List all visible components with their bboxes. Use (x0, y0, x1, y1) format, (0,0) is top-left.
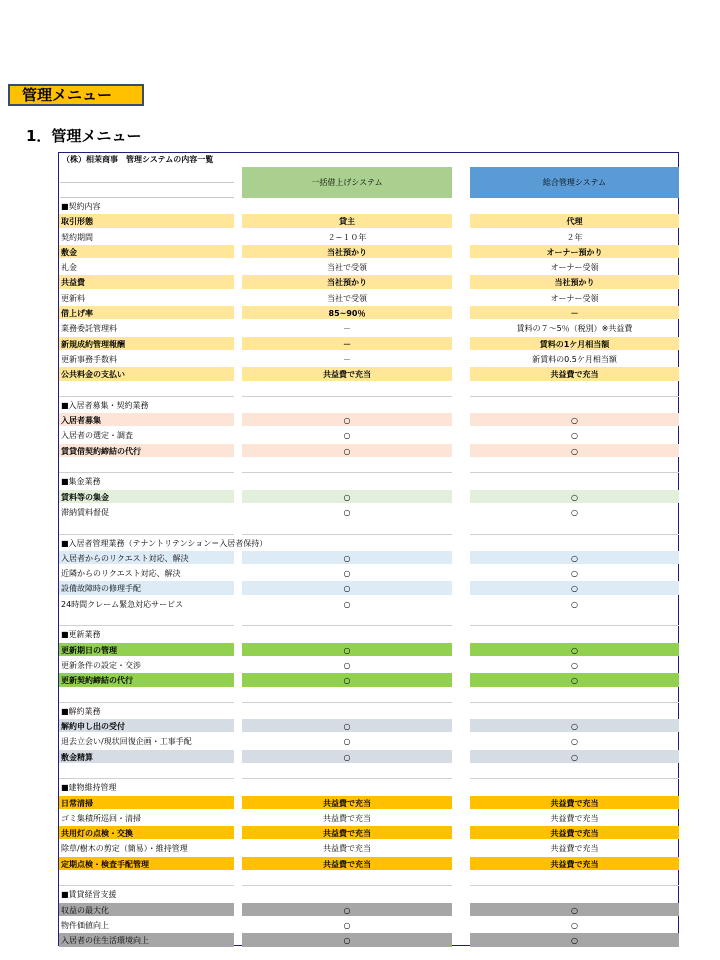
row-label: 業務委託管理料 (61, 324, 117, 334)
section-header: ■更新業務 (61, 630, 101, 640)
master-lease-value: ○ (242, 581, 452, 594)
master-lease-value: 共益費で充当 (323, 813, 371, 823)
row-label: 共益費 (59, 275, 234, 288)
table-row (59, 336, 678, 351)
spacer-row (59, 519, 678, 534)
total-management-value: ○ (470, 490, 679, 503)
master-lease-value: 共益費で充当 (242, 367, 452, 380)
row-label: 入居者の選定・調査 (61, 431, 133, 441)
total-management-value: 共益費で充当 (470, 367, 679, 380)
section-header-row (59, 703, 678, 718)
row-label: 敷金 (59, 245, 234, 258)
master-lease-value: ○ (343, 431, 351, 441)
table-row (59, 672, 678, 687)
row-label: 解約申し出の受付 (59, 719, 234, 732)
total-management-value: 当社預かり (470, 275, 679, 288)
header-divider (60, 182, 234, 183)
total-management-value: ○ (470, 903, 679, 916)
table-row (59, 718, 678, 733)
row-label: 更新期日の管理 (59, 643, 234, 656)
table-row (59, 795, 678, 810)
master-lease-value: ○ (242, 413, 452, 426)
table-row (59, 580, 678, 595)
table-row (59, 565, 678, 580)
master-lease-value: 当社預かり (242, 245, 452, 258)
table-row (59, 504, 678, 519)
master-lease-value: ○ (242, 903, 452, 916)
spacer-row (59, 764, 678, 779)
total-management-value: ○ (470, 719, 679, 732)
table-title: （株）相茉商事 管理システムの内容一覧 (62, 155, 214, 164)
table-row (59, 642, 678, 657)
section-header: ■入居者募集・契約業務 (61, 400, 149, 410)
master-lease-value: ○ (242, 750, 452, 763)
table-row (59, 657, 678, 672)
table-row (59, 840, 678, 855)
row-label: 更新条件の設定・交渉 (61, 660, 141, 670)
master-lease-value: 当社預かり (242, 275, 452, 288)
table-row (59, 290, 678, 305)
row-label: 更新料 (61, 293, 85, 303)
column-header-total-management: 総合管理システム (470, 167, 679, 198)
section-header-row (59, 397, 678, 412)
master-lease-value: ○ (242, 444, 452, 457)
row-label: 定期点検・検査手配管理 (59, 857, 234, 870)
row-label: 物件価値向上 (61, 920, 109, 930)
section-header-row (59, 473, 678, 488)
master-lease-value: ○ (242, 933, 452, 946)
table-row (59, 596, 678, 611)
row-label: 敷金精算 (59, 750, 234, 763)
section-header-row (59, 198, 678, 213)
row-label: 礼金 (61, 263, 77, 273)
table-row (59, 825, 678, 840)
management-system-table (58, 152, 679, 946)
section-header: ■解約業務 (61, 706, 101, 716)
total-management-value: ○ (571, 660, 578, 670)
total-management-value: 共益費で充当 (470, 826, 679, 839)
master-lease-value: 当社で受領 (327, 293, 367, 303)
row-label: 契約期間 (61, 232, 93, 242)
total-management-value: 賃料の1ケ月相当額 (470, 337, 679, 350)
section-header: ■入居者管理業務（テナントリテンション＝入居者保持） (61, 538, 268, 548)
row-label: 日常清掃 (59, 796, 234, 809)
spacer-row (59, 871, 678, 886)
master-lease-value: ○ (242, 551, 452, 564)
spacer-row (59, 458, 678, 473)
total-management-value: ○ (571, 507, 578, 517)
master-lease-value: 当社で受領 (327, 263, 367, 273)
row-label: 入居者募集 (59, 413, 234, 426)
spacer-row (59, 688, 678, 703)
master-lease-value: 貸主 (242, 214, 452, 227)
master-lease-value: 共益費で充当 (242, 796, 452, 809)
section-header-row (59, 886, 678, 901)
master-lease-value: － (242, 337, 452, 350)
table-row (59, 274, 678, 289)
total-management-value: 共益費で充当 (550, 813, 599, 823)
master-lease-value: 85~90％ (242, 306, 452, 319)
total-management-value: ○ (571, 431, 578, 441)
spacer-row (59, 611, 678, 626)
row-label: 入居者からのリクエスト対応、解決 (59, 551, 234, 564)
section-header: ■建物維持管理 (61, 783, 117, 793)
section-header: ■賃貸経営支援 (61, 890, 117, 900)
master-lease-value: ○ (343, 737, 351, 747)
row-label: 賃料等の集金 (59, 490, 234, 503)
master-lease-value: ○ (242, 490, 452, 503)
master-lease-value: ○ (343, 660, 351, 670)
section-header-row (59, 626, 678, 641)
section-header: ■集金業務 (61, 477, 101, 487)
table-row (59, 229, 678, 244)
table-row (59, 856, 678, 871)
row-label: 共用灯の点検・交換 (59, 826, 234, 839)
total-management-value: ○ (571, 599, 578, 609)
table-body (59, 198, 678, 948)
total-management-value: ○ (470, 413, 679, 426)
spacer-row (59, 382, 678, 397)
master-lease-value: ○ (343, 507, 351, 517)
row-label: 収益の最大化 (59, 903, 234, 916)
menu-badge: 管理メニュー (8, 84, 144, 106)
row-label: 公共料金の支払い (59, 367, 234, 380)
row-label: 取引形態 (59, 214, 234, 227)
row-label: 除草/樹木の剪定（簡易）・維持管理 (61, 844, 188, 854)
table-row (59, 550, 678, 565)
row-label: 近隣からのリクエスト対応、解決 (61, 569, 181, 579)
master-lease-value: ○ (242, 673, 452, 686)
table-row (59, 810, 678, 825)
master-lease-value: ○ (343, 920, 351, 930)
row-label: 入居者の住生活環境向上 (59, 933, 234, 946)
table-row (59, 305, 678, 320)
row-label: 更新契約締結の代行 (59, 673, 234, 686)
total-management-value: 共益費で充当 (550, 844, 599, 854)
total-management-value: ○ (571, 569, 578, 579)
total-management-value: ○ (470, 933, 679, 946)
total-management-value: － (470, 306, 679, 319)
total-management-value: ○ (470, 673, 679, 686)
master-lease-value: 共益費で充当 (323, 844, 371, 854)
total-management-value: 代理 (470, 214, 679, 227)
master-lease-value: 共益費で充当 (242, 826, 452, 839)
table-row (59, 244, 678, 259)
table-row (59, 443, 678, 458)
total-management-value: ２年 (566, 232, 583, 242)
row-label: ゴミ集積所巡回・清掃 (61, 813, 141, 823)
table-row (59, 213, 678, 228)
section-header-row (59, 535, 678, 550)
total-management-value: ○ (470, 643, 679, 656)
section-header: ■契約内容 (61, 202, 101, 211)
master-lease-value: ○ (343, 599, 351, 609)
total-management-value: ○ (470, 581, 679, 594)
row-label: 賃貸借契約締結の代行 (59, 444, 234, 457)
column-header-master-lease: 一括借上げシステム (242, 167, 452, 198)
table-row (59, 902, 678, 917)
table-row (59, 351, 678, 366)
table-row (59, 259, 678, 274)
total-management-value: ○ (470, 444, 679, 457)
table-row (59, 749, 678, 764)
master-lease-value: ２~１０年 (327, 232, 367, 242)
table-row (59, 320, 678, 335)
table-row (59, 733, 678, 748)
master-lease-value: － (343, 354, 351, 364)
row-label: 退去立会い/現状回復企画・工事手配 (61, 737, 192, 747)
master-lease-value: 共益費で充当 (242, 857, 452, 870)
total-management-value: オーナー受領 (550, 293, 599, 303)
total-management-value: ○ (470, 750, 679, 763)
table-row (59, 932, 678, 947)
table-row (59, 412, 678, 427)
page-heading: 1．管理メニュー (26, 127, 142, 145)
total-management-value: オーナー受領 (550, 263, 599, 273)
row-label: 更新事務手数料 (61, 354, 117, 364)
section-header-row (59, 779, 678, 794)
master-lease-value: ○ (242, 643, 452, 656)
total-management-value: 共益費で充当 (470, 857, 679, 870)
row-label: 新規成約管理報酬 (59, 337, 234, 350)
total-management-value: 賃料の７～5％（税別）※共益費 (516, 324, 633, 334)
row-label: 借上げ率 (59, 306, 234, 319)
row-label: 滞納賃料督促 (61, 507, 109, 517)
total-management-value: ○ (571, 920, 578, 930)
total-management-value: 共益費で充当 (470, 796, 679, 809)
total-management-value: ○ (470, 551, 679, 564)
row-label: 設備故障時の修理手配 (59, 581, 234, 594)
row-label: 24時間クレーム緊急対応サービス (61, 599, 184, 609)
total-management-value: オーナー預かり (470, 245, 679, 258)
master-lease-value: － (343, 324, 351, 334)
table-row (59, 427, 678, 442)
table-row (59, 917, 678, 932)
master-lease-value: ○ (242, 719, 452, 732)
total-management-value: ○ (571, 737, 578, 747)
master-lease-value: ○ (343, 569, 351, 579)
total-management-value: 新賃料の0.5ケ月相当額 (532, 354, 617, 364)
table-row (59, 489, 678, 504)
table-row (59, 366, 678, 381)
